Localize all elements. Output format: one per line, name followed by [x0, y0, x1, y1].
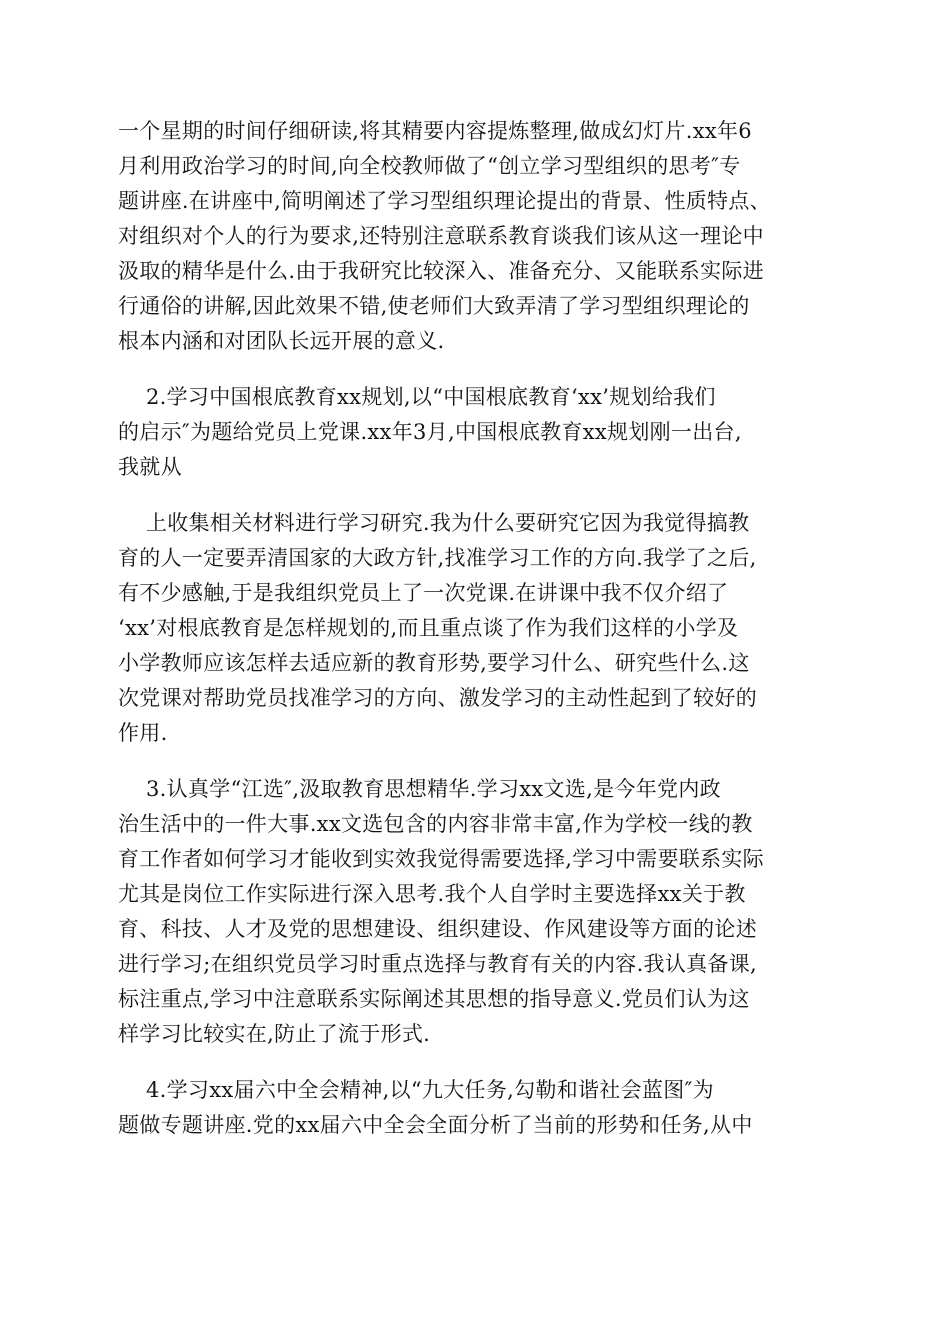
text-line: 2.学习中国根底教育xx规划,以“中国根底教育‘xx’规划给我们	[146, 385, 716, 409]
text-line: 育的人一定要弄清国家的大政方针,找准学习工作的方向.我学了之后,	[118, 546, 757, 570]
text-line: 一个星期的时间仔细研读,将其精要内容提炼整理,做成幻灯片.xx年6	[118, 119, 752, 143]
text-line: 汲取的精华是什么.由于我研究比较深入、准备充分、又能联系实际进	[118, 259, 764, 283]
text-line: 的启示″为题给党员上党课.xx年3月,中国根底教育xx规划刚一出台,	[118, 420, 742, 444]
text-line: ‘xx’对根底教育是怎样规划的,而且重点谈了作为我们这样的小学及	[118, 616, 739, 640]
text-line: 4.学习xx届六中全会精神,以“九大任务,勾勒和谐社会蓝图″为	[146, 1078, 714, 1102]
text-line: 尤其是岗位工作实际进行深入思考.我个人自学时主要选择xx关于教	[118, 882, 746, 906]
text-line: 有不少感触,于是我组织党员上了一次党课.在讲课中我不仅介绍了	[118, 581, 729, 605]
text-line: 治生活中的一件大事.xx文选包含的内容非常丰富,作为学校一线的教	[118, 812, 753, 836]
text-line: 进行学习;在组织党员学习时重点选择与教育有关的内容.我认真备课,	[118, 952, 758, 976]
text-line: 对组织对个人的行为要求,还特别注意联系教育谈我们该从这一理论中	[118, 224, 764, 248]
text-line: 题做专题讲座.党的xx届六中全会全面分析了当前的形势和任务,从中	[118, 1113, 753, 1137]
text-line: 题讲座.在讲座中,简明阐述了学习型组织理论提出的背景、性质特点、	[118, 189, 771, 213]
text-line: 我就从	[118, 455, 182, 479]
text-line: 上收集相关材料进行学习研究.我为什么要研究它因为我觉得搞教	[146, 511, 750, 535]
text-line: 标注重点,学习中注意联系实际阐述其思想的指导意义.党员们认为这	[118, 987, 750, 1011]
text-line: 次党课对帮助党员找准学习的方向、激发学习的主动性起到了较好的	[118, 686, 757, 710]
text-line: 小学教师应该怎样去适应新的教育形势,要学习什么、研究些什么.这	[118, 651, 750, 675]
text-line: 育工作者如何学习才能收到实效我觉得需要选择,学习中需要联系实际	[118, 847, 764, 871]
text-line: 样学习比较实在,防止了流于形式.	[118, 1022, 431, 1046]
text-line: 行通俗的讲解,因此效果不错,使老师们大致弄清了学习型组织理论的	[118, 294, 750, 318]
text-line: 作用.	[118, 721, 168, 745]
text-line: 月利用政治学习的时间,向全校教师做了“创立学习型组织的思考″专	[118, 154, 741, 178]
text-line: 根本内涵和对团队长远开展的意义.	[118, 329, 445, 353]
text-line: 3.认真学“江选″,汲取教育思想精华.学习xx文选,是今年党内政	[146, 777, 721, 801]
text-line: 育、科技、人才及党的思想建设、组织建设、作风建设等方面的论述	[118, 917, 757, 941]
